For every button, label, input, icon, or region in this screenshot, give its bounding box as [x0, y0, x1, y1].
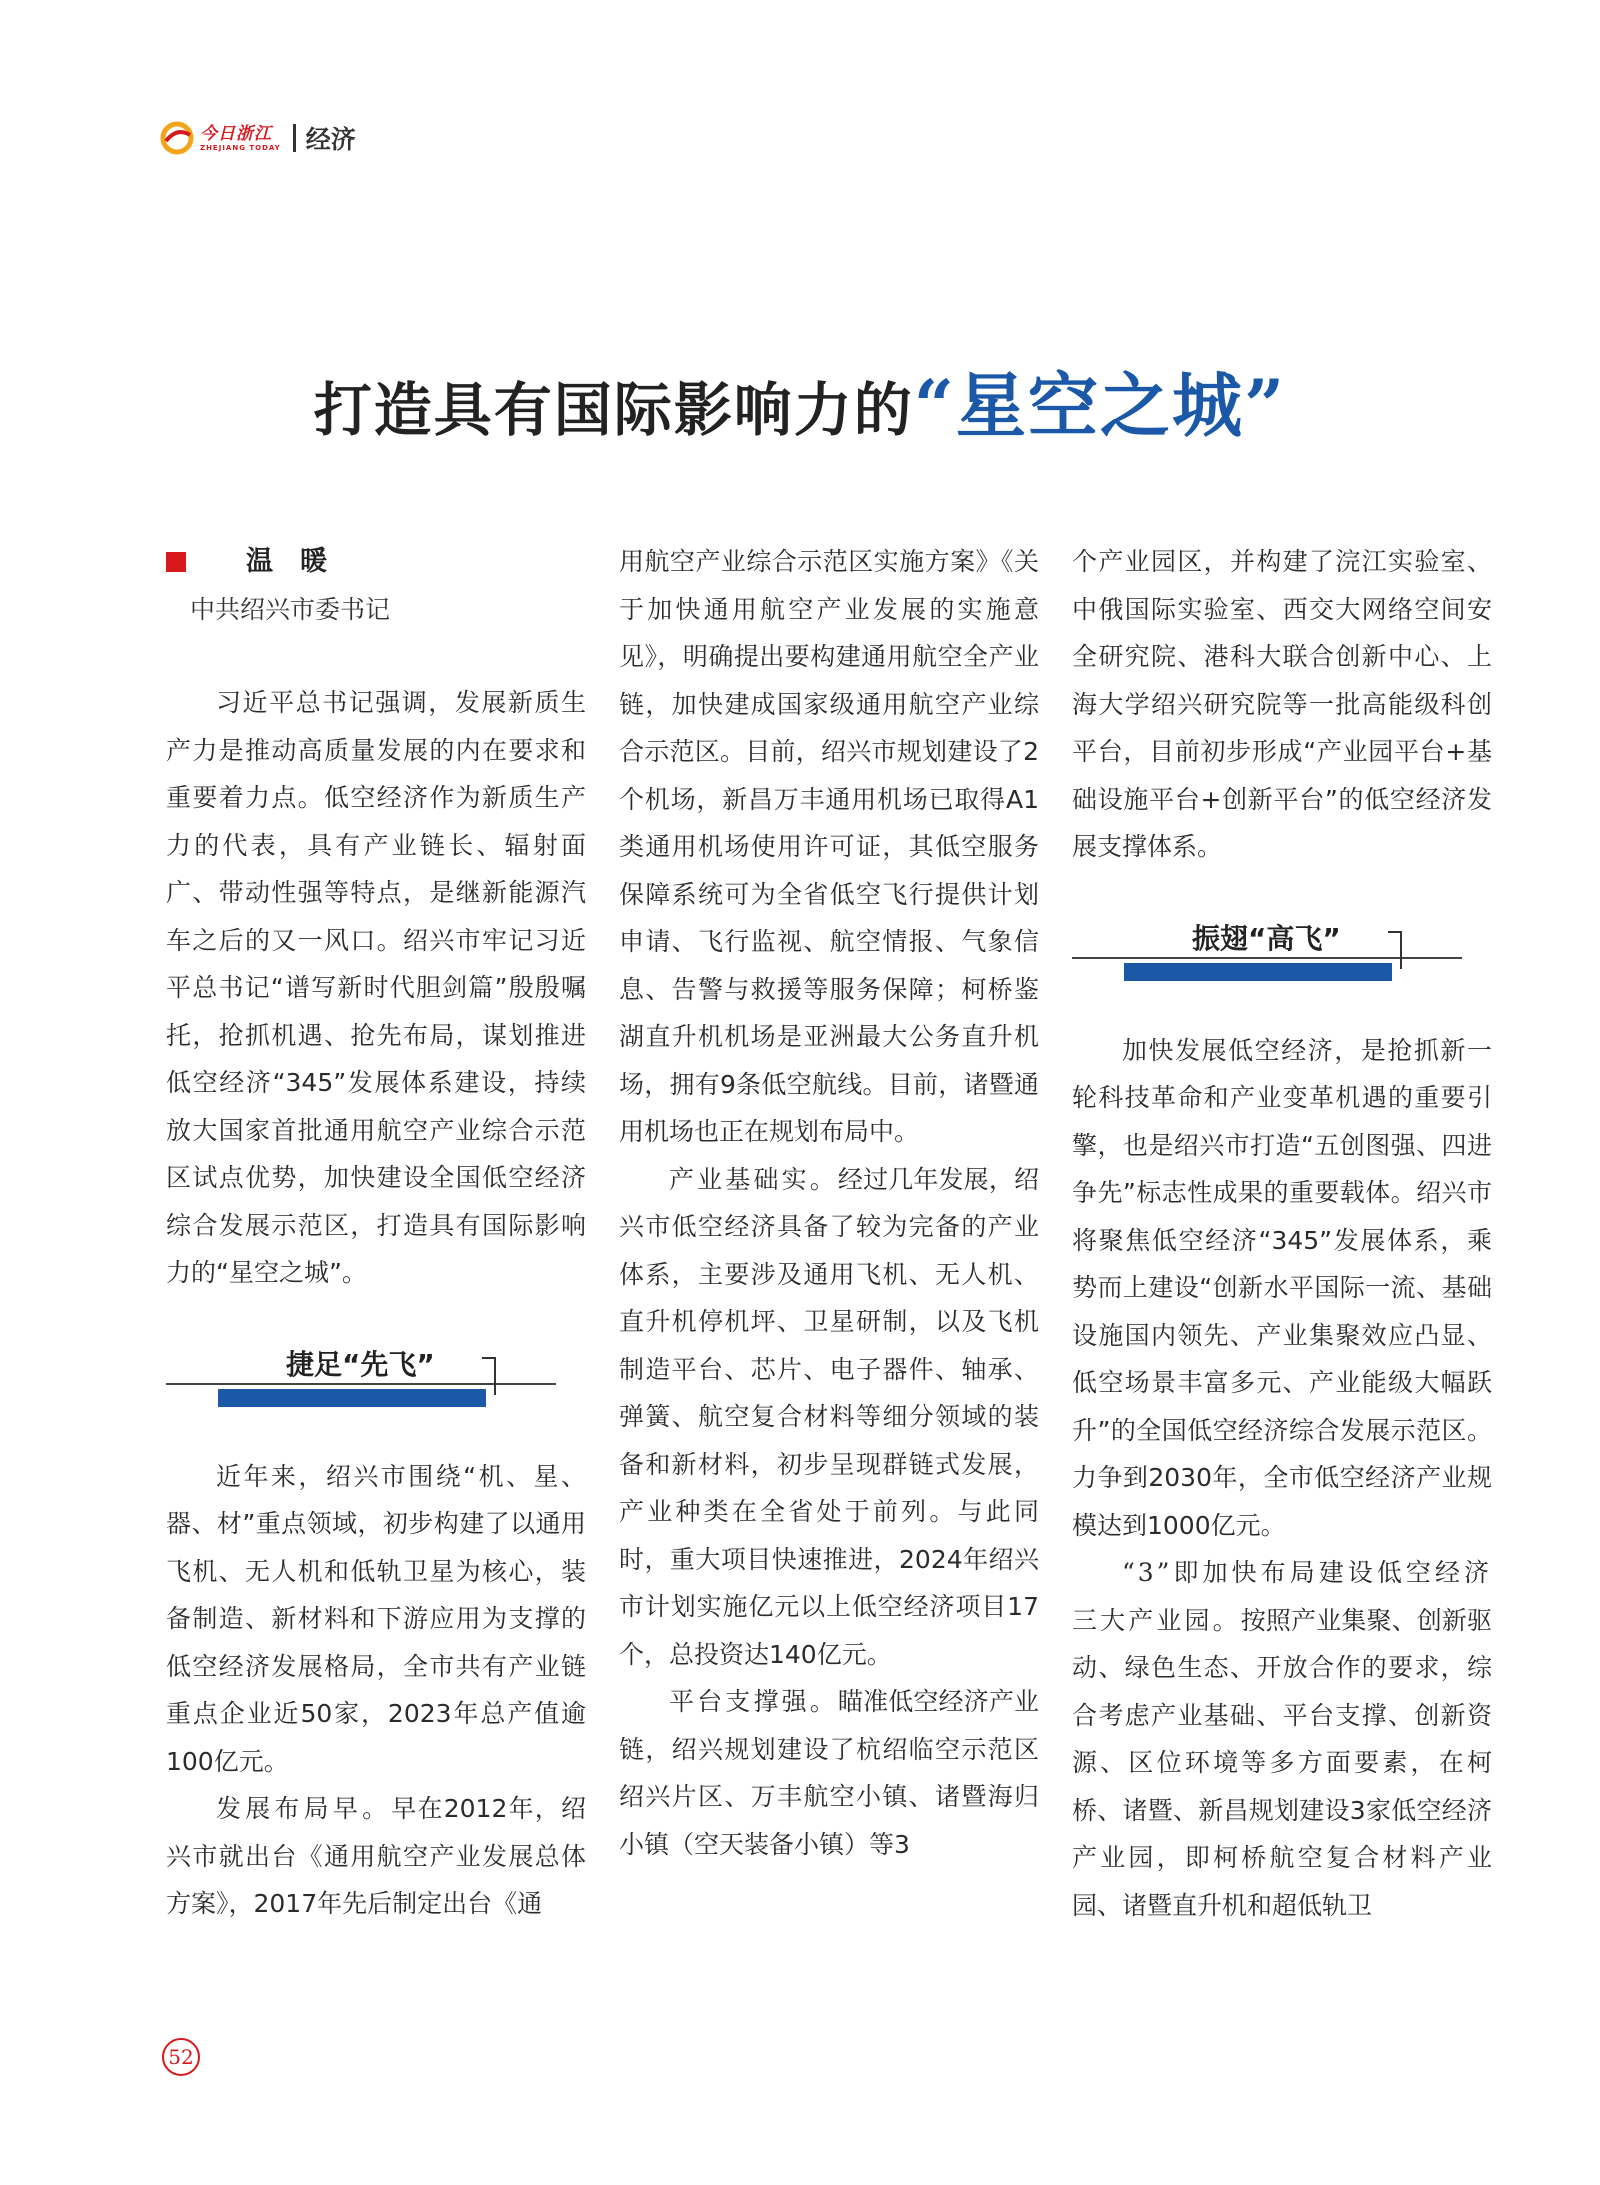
column-3 [1072, 538, 1492, 1929]
paragraph-text: 瞄准低空经济产业链，绍兴规划建设了杭绍临空示范区绍兴片区、万丰航空小镇、诸暨海归小镇（空天装备小镇）等3 [619, 1687, 1039, 1859]
logo-cn: 今日浙江 [200, 123, 272, 144]
page-header [160, 118, 356, 158]
author-byline [166, 538, 586, 586]
title-prefix: 打造具有国际影响力的 [313, 376, 914, 444]
paragraph [619, 1156, 1039, 1679]
paragraph: 用航空产业综合示范区实施方案》《关于加快通用航空产业发展的实施意见》，明确提出要构建通用航空全产业链，加快建成国家级通用航空产业综合示范区。目前，绍兴市规划建设了2个机场，新昌万丰通用机场已取得A1类通用机场使用许可证，其低空服务保障系统可为全省低空飞行提供计划申请、飞行监视、航空情报、气象信息、告警与救援等服务保障；柯桥鉴湖直升机机场是亚洲最大公务直升机场，拥有9条低空航线。目前，诸暨通用机场也正在规划布局中。 [619, 547, 1039, 1146]
subheading-text: 振翅“高飞” [1192, 921, 1341, 955]
subheading-bar [218, 1389, 486, 1407]
paragraph [619, 1678, 1039, 1868]
subheading-bracket [1388, 931, 1402, 969]
subheading-1 [166, 1343, 586, 1413]
author-position: 中共绍兴市委书记 [190, 594, 391, 624]
author-marker [166, 552, 186, 572]
paragraph: 习近平总书记强调，发展新质生产力是推动高质量发展的内在要求和重要着力点。低空经济作为新质生产力的代表，具有产业链长、辐射面广、带动性强等特点，是继新能源汽车之后的又一风口。绍兴市牢记习近平总书记“谱写新时代胆剑篇”殷殷嘱托，抢抓机遇、抢先布局，谋划推进低空经济“345”发展体系建设，持续放大国家首批通用航空产业综合示范区试点优势，加快建设全国低空经济综合发展示范区，打造具有国际影响力的“星空之城”。 [166, 688, 586, 1287]
paragraph [1072, 1549, 1492, 1929]
paragraph-keyword: 产业基础实。 [669, 1164, 838, 1194]
paragraph-keyword: 平台支撑强。 [669, 1687, 838, 1716]
section-label: 经济 [305, 125, 356, 154]
author-name: 温 暖 [246, 546, 327, 577]
logo-text [200, 124, 281, 153]
paragraph: 近年来，绍兴市围绕“机、星、器、材”重点领域，初步构建了以通用飞机、无人机和低轨卫星为核心，装备制造、新材料和下游应用为支撑的低空经济发展格局，全市共有产业链重点企业近50家，2023年总产值逾100亿元。 [166, 1461, 586, 1776]
subheading-bracket [482, 1357, 496, 1395]
paragraph-keyword: 发展布局早。 [216, 1794, 392, 1823]
page-number: 52 [162, 2038, 200, 2076]
paragraph: 加快发展低空经济，是抢抓新一轮科技革命和产业变革机遇的重要引擎，也是绍兴市打造“五创图强、四进争先”标志性成果的重要载体。绍兴市将聚焦低空经济“345”发展体系，乘势而上建设“创新水平国际一流、基础设施国内领先、产业集聚效应凸显、低空场景丰富多元、产业能级大幅跃升”的全国低空经济综合发展示范区。力争到2030年，全市低空经济产业规模达到1000亿元。 [1072, 1035, 1492, 1540]
logo-en: ZHEJIANG TODAY [200, 143, 281, 152]
column-2 [619, 538, 1039, 1868]
column-1 [166, 538, 586, 1928]
paragraph: 个产业园区，并构建了浣江实验室、中俄国际实验室、西交大网络空间安全研究院、港科大联合创新中心、上海大学绍兴研究院等一批高能级科创平台，目前初步形成“产业园平台+基础设施平台+创新平台”的低空经济发展支撑体系。 [1072, 547, 1492, 861]
magazine-logo [160, 121, 281, 155]
header-divider [293, 124, 296, 152]
paragraph [166, 1785, 586, 1928]
paragraph-text: 按照产业集聚、创新驱动、绿色生态、开放合作的要求，综合考虑产业基础、平台支撑、创新资源、区位环境等多方面要素，在柯桥、诸暨、新昌规划建设3家低空经济产业园，即柯桥航空复合材料产业园、诸暨直升机和超低轨卫 [1072, 1605, 1492, 1920]
title-highlight: “星空之城” [913, 364, 1287, 447]
logo-swirl-icon [160, 121, 194, 155]
paragraph-keyword: “3”即加快布局建设低空经济三大产业园。 [1072, 1558, 1492, 1635]
subheading-text: 捷足“先飞” [286, 1347, 435, 1381]
paragraph-text: 早在2012年，绍兴市就出台《通用航空产业发展总体方案》，2017年先后制定出台《通 [166, 1794, 586, 1918]
paragraph-text: 经过几年发展，绍兴市低空经济具备了较为完备的产业体系，主要涉及通用飞机、无人机、直升机停机坪、卫星研制，以及飞机制造平台、芯片、电子器件、轴承、弹簧、航空复合材料等细分领域的装备和新材料，初步呈现群链式发展，产业种类在全省处于前列。与此同时，重大项目快速推进，2024年绍兴市计划实施亿元以上低空经济项目17个，总投资达140亿元。 [619, 1164, 1039, 1669]
article-title [0, 350, 1600, 451]
subheading-bar [1124, 963, 1392, 981]
subheading-2 [1072, 917, 1492, 987]
